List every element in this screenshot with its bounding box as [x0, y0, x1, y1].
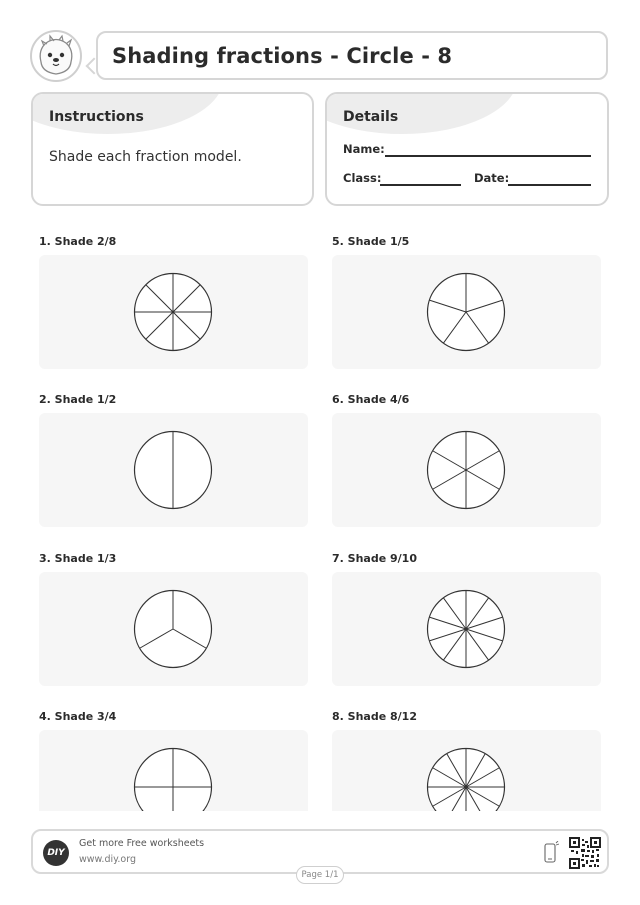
date-label: Date:: [474, 171, 510, 185]
class-label: Class:: [343, 171, 382, 185]
question-label: 4. Shade 3/4: [39, 710, 117, 723]
fraction-model-panel: [332, 255, 601, 369]
fraction-circle[interactable]: [133, 589, 213, 669]
fraction-circle[interactable]: [426, 272, 506, 352]
name-label: Name:: [343, 142, 385, 156]
page-indicator: Page 1/1: [296, 866, 344, 884]
fraction-circle[interactable]: [426, 430, 506, 510]
page-title: Shading fractions - Circle - 8: [112, 43, 453, 68]
question-label: 7. Shade 9/10: [332, 552, 417, 565]
question-label: 8. Shade 8/12: [332, 710, 417, 723]
diy-logo-icon: DIY: [43, 840, 69, 866]
fraction-circle[interactable]: [426, 747, 506, 811]
question-label: 3. Shade 1/3: [39, 552, 117, 565]
fraction-model-panel: [332, 413, 601, 527]
fraction-circle[interactable]: [133, 747, 213, 811]
question-label: 5. Shade 1/5: [332, 235, 410, 248]
fraction-model-panel: [332, 572, 601, 686]
fraction-model-panel: [39, 572, 308, 686]
fraction-model-panel: [39, 730, 308, 811]
fraction-model-panel: [39, 255, 308, 369]
question-label: 2. Shade 1/2: [39, 393, 117, 406]
fraction-circle[interactable]: [133, 430, 213, 510]
footer-promo-text: Get more Free worksheets: [79, 838, 205, 849]
fraction-model-panel: [332, 730, 601, 811]
details-heading: Details: [343, 109, 399, 125]
phone-icon: [543, 841, 559, 865]
fraction-circle[interactable]: [426, 589, 506, 669]
question-label: 6. Shade 4/6: [332, 393, 410, 406]
qr-code-icon[interactable]: [569, 837, 601, 869]
instructions-heading: Instructions: [49, 109, 144, 125]
fraction-circle[interactable]: [133, 272, 213, 352]
instructions-text: Shade each fraction model.: [49, 149, 242, 165]
question-label: 1. Shade 2/8: [39, 235, 117, 248]
fraction-model-panel: [39, 413, 308, 527]
footer-url-link[interactable]: www.diy.org: [79, 854, 136, 865]
